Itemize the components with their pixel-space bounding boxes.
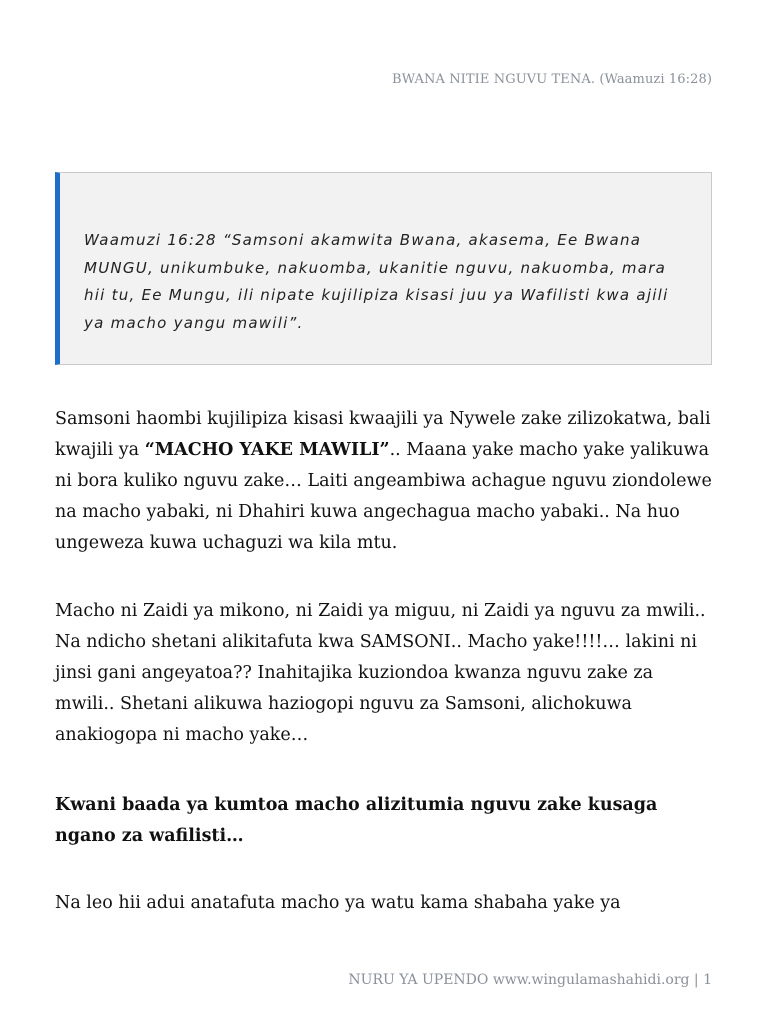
body-paragraph-4: Na leo hii adui anatafuta macho ya watu kama shabaha yake ya [55,893,621,913]
body-paragraph-1 [55,404,715,559]
body-paragraph-3-bold: Kwani baada ya kumtoa macho alizitumia nguvu zake kusaga ngano za wafilisti… [55,795,658,846]
scripture-quote-box [55,172,712,365]
scripture-quote-text: Waamuzi 16:28 “Samsoni akamwita Bwana, akasema, Ee Bwana MUNGU, unikumbuke, nakuomba, ukanitie nguvu, nakuomba, mara hii tu, Ee Mungu, ili nipate kujilipiza kisasi juu ya Wafilisti kwa ajili ya macho yangu mawili”. [84,231,669,332]
running-footer: NURU YA UPENDO www.wingulamashahidi.org | 1 [348,972,712,988]
paragraph-1-emphasis: “MACHO YAKE MAWILI” [144,440,390,460]
running-header: BWANA NITIE NGUVU TENA. (Waamuzi 16:28) [392,72,712,87]
paragraph-1-text-end: .. Maana yake macho yake yalikuwa ni bora kuliko nguvu zake… Laiti angeambiwa achague nguvu ziondolewe na macho yabaki, ni Dhahiri kuwa angechagua macho yabaki.. Na huo ungeweza kuwa uchaguzi wa kila mtu. [55,440,712,553]
body-paragraph-2: Macho ni Zaidi ya mikono, ni Zaidi ya miguu, ni Zaidi ya nguvu za mwili.. Na ndicho shetani alikitafuta kwa SAMSONI.. Macho yake!!!!… lakini ni jinsi gani angeyatoa?? Inahitajika kuziondoa kwanza nguvu zake za mwili.. Shetani alikuwa haziogopi nguvu za Samsoni, alichokuwa anakiogopa ni macho yake… [55,601,706,745]
paragraph-1-text-start: Samsoni haombi kujilipiza kisasi kwaajili ya Nywele zake zilizokatwa, bali kwajili ya [55,409,711,460]
